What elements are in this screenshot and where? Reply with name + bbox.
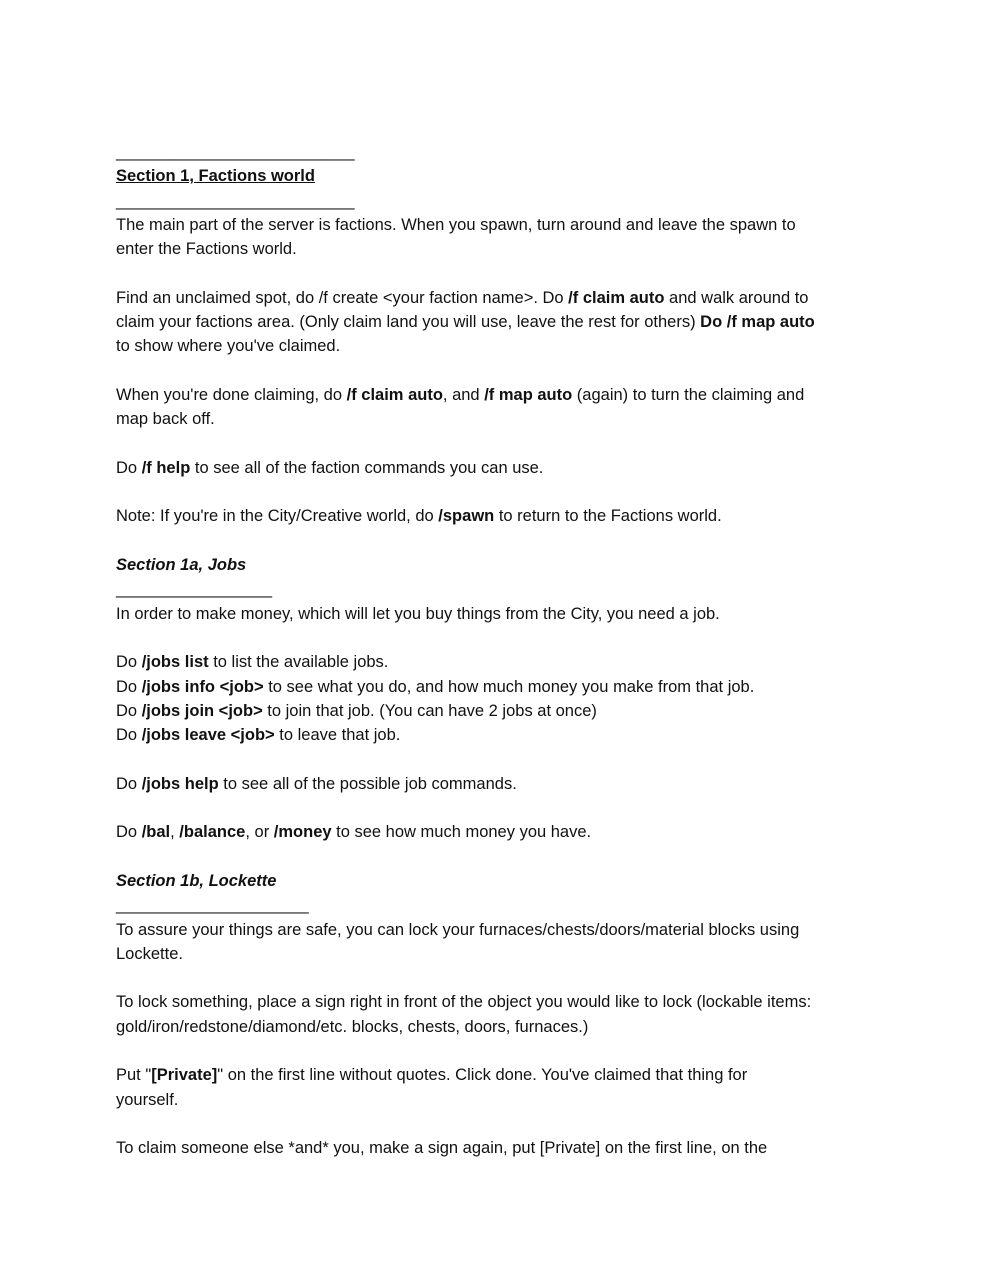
paragraph-line: Lockette. [116, 944, 183, 963]
paragraph-line: Do /bal, /balance, or /money to see how much money you have. [116, 823, 592, 842]
section-1a-heading: Section 1a, Jobs [116, 556, 247, 575]
command-text: /bal [141, 823, 171, 842]
section-1-heading: Section 1, Factions world [116, 167, 315, 186]
paragraph-line: To lock something, place a sign right in front of the object you would like to lock (lockable items: [116, 993, 812, 1012]
paragraph-line: The main part of the server is factions. When you spawn, turn around and leave the spawn to [116, 215, 796, 234]
command-text: [Private] [151, 1066, 218, 1085]
divider-rule: __________________________ [116, 143, 355, 161]
paragraph-line: Do /jobs help to see all of the possible job commands. [116, 774, 517, 793]
paragraph-line: Find an unclaimed spot, do /f create <your faction name>. Do /f claim auto and walk around to [116, 288, 809, 307]
command-line: Do /jobs info <job> to see what you do, and how much money you make from that job. [116, 677, 755, 696]
paragraph-line: map back off. [116, 410, 215, 429]
command-text: /jobs help [141, 774, 219, 793]
command-text: /jobs info <job> [141, 677, 264, 696]
command-text: /f map auto [484, 385, 573, 404]
paragraph-line: When you're done claiming, do /f claim auto, and /f map auto (again) to turn the claiming and [116, 385, 805, 404]
command-text: /jobs join <job> [141, 701, 263, 720]
paragraph-line: gold/iron/redstone/diamond/etc. blocks, chests, doors, furnaces.) [116, 1017, 589, 1036]
paragraph-line: Put "[Private]" on the first line without quotes. Click done. You've claimed that thing for [116, 1066, 748, 1085]
divider-rule: _____________________ [116, 896, 309, 915]
paragraph-line: Note: If you're in the City/Creative world, do /spawn to return to the Factions world. [116, 507, 722, 526]
command-text: Do /f map auto [700, 313, 815, 332]
divider-rule: __________________________ [116, 191, 355, 210]
divider-rule: _________________ [116, 580, 273, 599]
command-text: /balance [179, 823, 246, 842]
command-text: /f help [141, 458, 191, 477]
paragraph-line: To claim someone else *and* you, make a sign again, put [Private] on the first line, on the [116, 1139, 768, 1158]
command-line: Do /jobs leave <job> to leave that job. [116, 726, 401, 745]
paragraph-line: In order to make money, which will let you buy things from the City, you need a job. [116, 604, 720, 623]
paragraph-line: To assure your things are safe, you can lock your furnaces/chests/doors/material blocks using [116, 920, 800, 939]
command-line: Do /jobs list to list the available jobs. [116, 653, 389, 672]
paragraph-line: claim your factions area. (Only claim land you will use, leave the rest for others) Do /f map auto [116, 313, 815, 332]
command-text: /f claim auto [568, 288, 665, 307]
section-1b-heading: Section 1b, Lockette [116, 871, 277, 890]
paragraph-line: yourself. [116, 1090, 179, 1109]
command-line: Do /jobs join <job> to join that job. (You can have 2 jobs at once) [116, 701, 597, 720]
command-text: /money [273, 823, 332, 842]
command-text: /f claim auto [346, 385, 443, 404]
command-text: /jobs leave <job> [141, 726, 275, 745]
command-text: /jobs list [141, 653, 209, 672]
paragraph-line: to show where you've claimed. [116, 337, 341, 356]
paragraph-line: Do /f help to see all of the faction commands you can use. [116, 458, 544, 477]
document-page [116, 140, 876, 1160]
command-text: /spawn [438, 507, 495, 526]
paragraph-line: enter the Factions world. [116, 240, 297, 259]
